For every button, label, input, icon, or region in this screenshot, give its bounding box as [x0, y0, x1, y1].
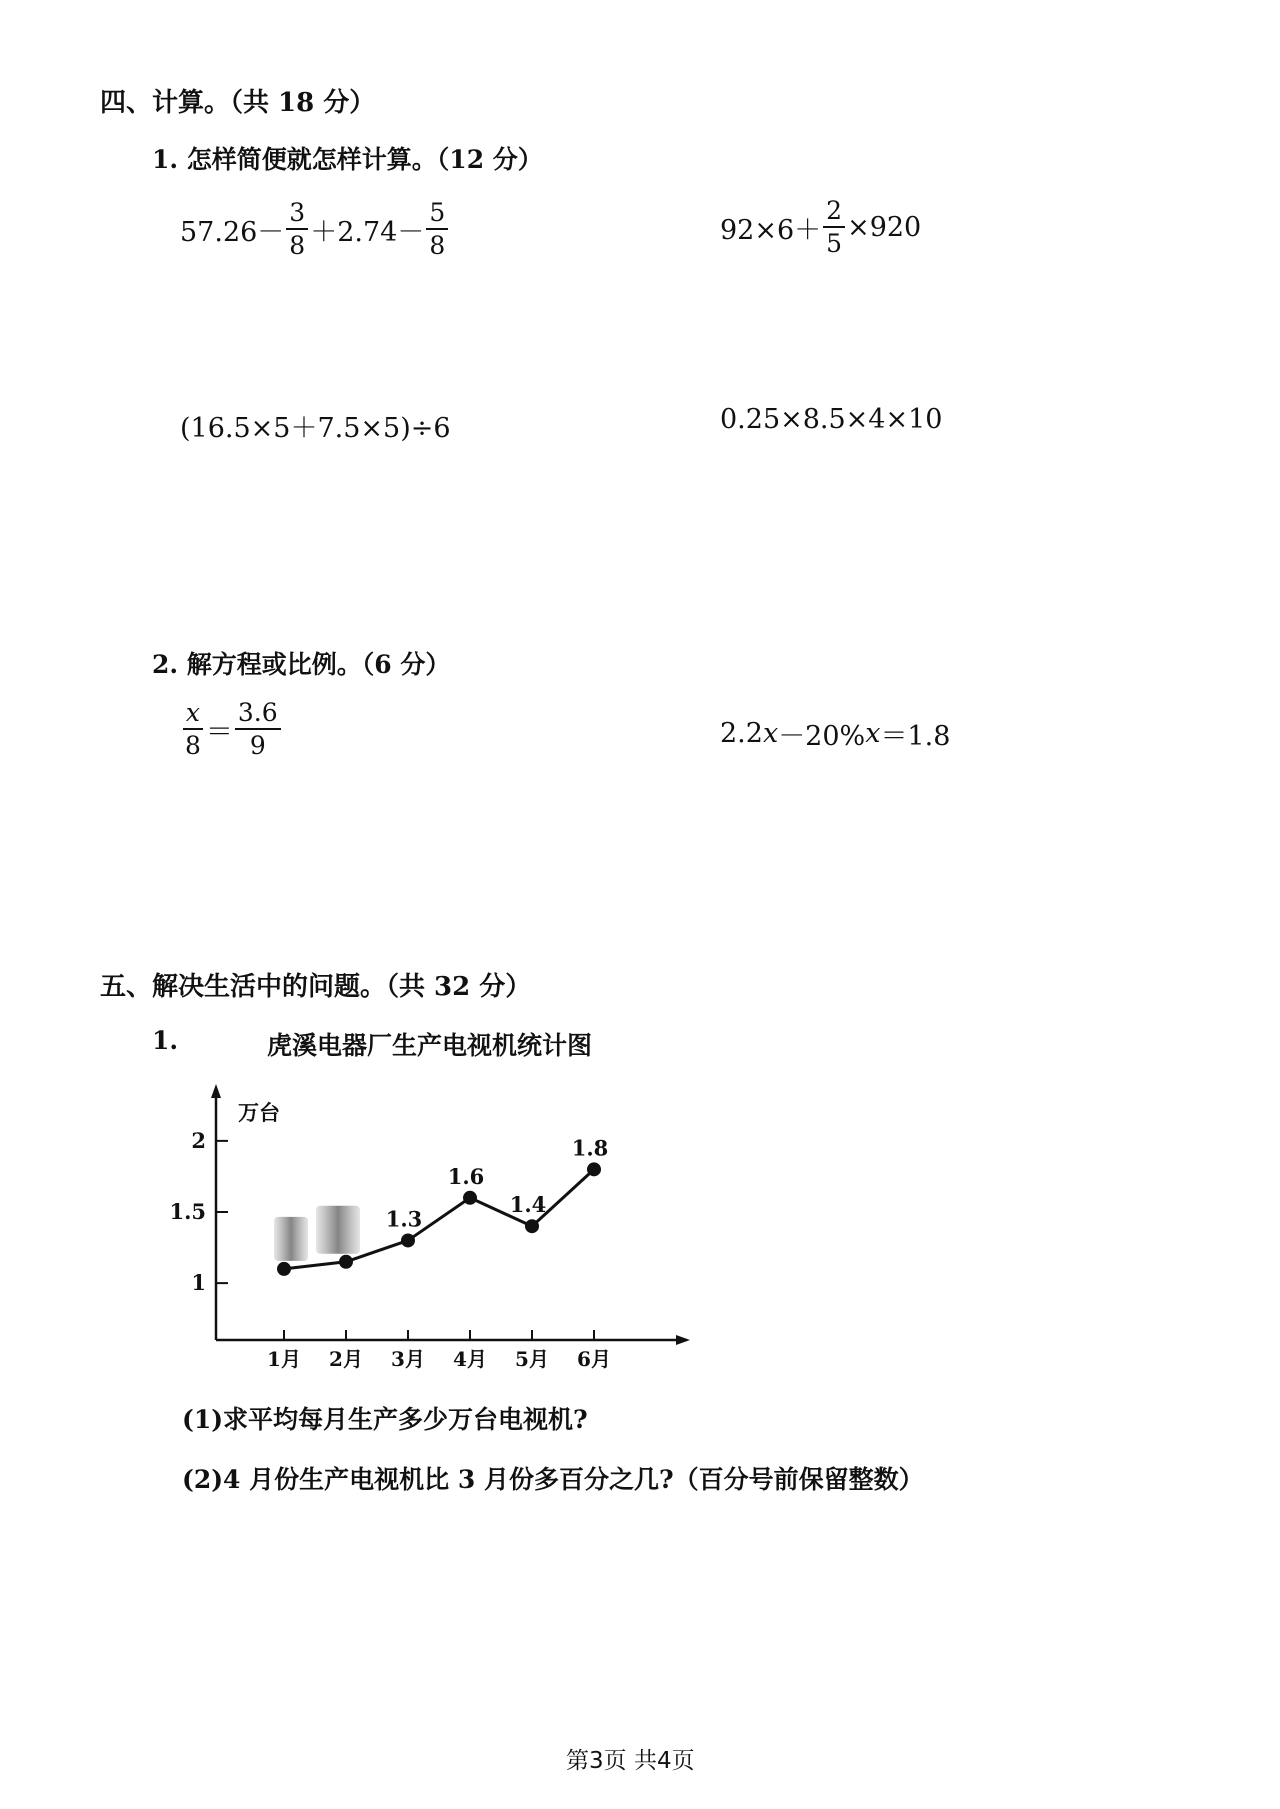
fraction-numerator: 3.6 [235, 700, 281, 730]
equation-2 [720, 714, 950, 753]
y-tick-label: 2 [191, 1127, 206, 1153]
fraction-numerator: x [183, 700, 203, 730]
fraction-denominator: 8 [289, 231, 306, 260]
fraction-numerator: 5 [426, 200, 448, 230]
section-5-heading: 五、解决生活中的问题。（共 32 分） [100, 972, 532, 1002]
expression-1-part-b: ＋2.74－ [310, 216, 425, 248]
expression-2-part-a: 92×6＋ [720, 214, 822, 246]
expression-1-part-a: 57.26－ [180, 216, 285, 248]
fraction-x-8 [182, 700, 204, 758]
equation-2-part-a: 2.2 [720, 718, 763, 749]
x-tick-label: 3月 [391, 1347, 425, 1371]
x-tick-label: 2月 [329, 1347, 363, 1371]
fraction-denominator: 8 [429, 231, 446, 260]
y-axis-label: 万台 [238, 1100, 280, 1125]
data-label: 1.3 [385, 1206, 423, 1232]
question-2: (2)4 月份生产电视机比 3 月份多百分之几?（百分号前保留整数） [182, 1465, 924, 1494]
x-tick-label: 6月 [577, 1347, 611, 1371]
fraction-5-8 [426, 200, 448, 258]
fraction-denominator: 5 [826, 229, 843, 258]
data-point [587, 1162, 601, 1176]
y-tick-label: 1 [191, 1270, 206, 1296]
expression-2-part-b: ×920 [847, 211, 922, 243]
redacted-label [316, 1206, 360, 1254]
expression-3: (16.5×5＋7.5×5)÷6 [180, 413, 451, 444]
line-chart [150, 1070, 710, 1390]
fraction-numerator: 2 [823, 198, 845, 228]
expression-4: 0.25×8.5×4×10 [720, 404, 943, 435]
section-4-heading: 四、计算。（共 18 分） [100, 88, 376, 118]
y-tick-label: 1.5 [169, 1199, 206, 1224]
variable-x: x [762, 718, 779, 749]
x-tick-label: 4月 [453, 1347, 487, 1371]
expression-1 [180, 200, 450, 258]
data-point [277, 1262, 291, 1276]
fraction-3-8 [286, 200, 308, 258]
equals-sign: ＝ [205, 716, 233, 748]
x-axis-arrow [676, 1335, 690, 1345]
question-1: (1)求平均每月生产多少万台电视机? [182, 1405, 588, 1434]
data-point [339, 1255, 353, 1269]
equation-2-part-c: ＝1.8 [880, 721, 951, 752]
data-point [525, 1219, 539, 1233]
chart-title: 虎溪电器厂生产电视机统计图 [267, 1031, 593, 1060]
variable-x: x [865, 718, 881, 749]
equation-2-part-b: －20% [778, 721, 866, 752]
data-label: 1.8 [571, 1135, 609, 1161]
problem-1-number: 1. [152, 1026, 179, 1055]
fraction-2-5 [823, 198, 845, 256]
page-footer: 第3页 共4页 [566, 1748, 695, 1774]
fraction-denominator: 8 [185, 731, 201, 760]
data-point [463, 1191, 477, 1205]
x-tick-label: 1月 [267, 1347, 301, 1371]
y-axis-arrow [211, 1084, 221, 1098]
expression-2 [720, 198, 921, 256]
data-point [401, 1233, 415, 1247]
equation-1 [180, 700, 283, 758]
part-1-heading: 1. 怎样简便就怎样计算。（12 分） [152, 145, 543, 174]
data-label: 1.6 [447, 1163, 485, 1189]
data-label: 1.4 [509, 1192, 547, 1218]
x-tick-label: 5月 [515, 1347, 549, 1371]
redacted-label [274, 1217, 308, 1261]
fraction-3-6-9 [235, 700, 281, 758]
fraction-denominator: 9 [249, 731, 266, 760]
part-2-heading: 2. 解方程或比例。（6 分） [152, 650, 451, 679]
fraction-numerator: 3 [286, 200, 308, 230]
